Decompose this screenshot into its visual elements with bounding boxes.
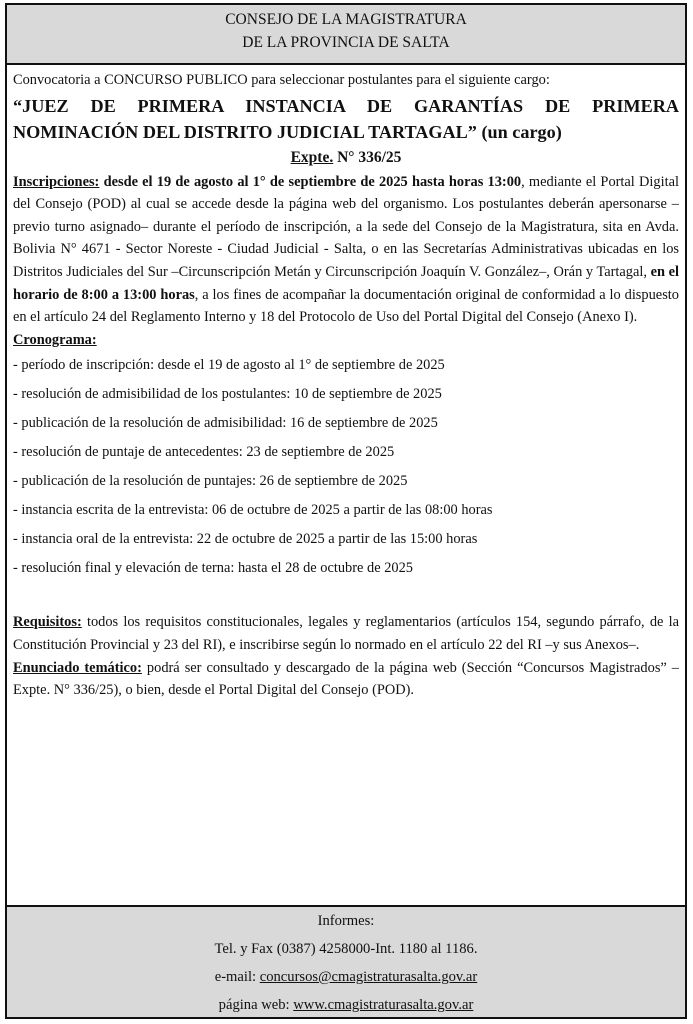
enunciado-text: podrá ser consultado y descargado de la página web (Sección “Concursos Magistrados” – Expte. N° 336/25), o bien, desde el Portal Digital del Consejo (POD). <box>13 659 680 699</box>
notice-frame <box>5 3 687 1019</box>
inscripciones-text-1: , mediante el Portal Digital del Consejo (POD) al cual se accede desde la página web del organismo. Los postulantes deberán apersonarse –previo turno asignado– durante el período de inscripción, a la sede del Consejo de la Magistratura, sita en Avda. Bolivia N° 4671 - Sector Noreste - Ciudad Judicial - Salta, o en las Secretarías Administrativas ubicadas en los Distritos Judiciales del Sur –Circunscripción Metán y Circunscripción Joaquín V. González–, Orán y Tartagal, <box>13 173 679 280</box>
schedule-item: - período de inscripción: desde el 19 de agosto al 1° de septiembre de 2025 <box>13 357 445 374</box>
notice-body <box>7 65 685 702</box>
notice-header <box>7 5 685 65</box>
cronograma-section <box>13 329 679 584</box>
enunciado-paragraph <box>13 657 679 702</box>
footer-title: Informes: <box>317 913 375 929</box>
expte-label: Expte. <box>290 148 334 166</box>
expte-value: N° 336/25 <box>337 148 402 166</box>
schedule-item: - instancia oral de la entrevista: 22 de octubre de 2025 a partir de las 15:00 horas <box>13 531 478 548</box>
footer-email-label: e-mail: <box>214 969 257 985</box>
header-line-2: DE LA PROVINCIA DE SALTA <box>242 34 450 51</box>
inscripciones-text-2: , a los fines de acompañar la documentación original de conformidad a lo dispuesto en el artículo 24 del Reglamento Interno y 18 del Protocolo de Uso del Portal Digital del Consejo (Anexo I). <box>13 286 679 326</box>
expte-number <box>13 146 679 170</box>
header-line-1: CONSEJO DE LA MAGISTRATURA <box>225 11 467 28</box>
requisitos-label: Requisitos: <box>13 614 82 631</box>
footer-web-line <box>7 991 685 1019</box>
inscripciones-label: Inscripciones: <box>13 173 100 190</box>
footer-web-label: página web: <box>218 997 290 1013</box>
requisitos-text: todos los requisitos constitucionales, legales y reglamentarios (artículos 154, segundo párrafo, de la Constitución Provincial y 23 del RI), e inscribirse según lo normado en el artículo 22 del RI –y sus Anexos–. <box>13 614 679 653</box>
footer-phone: Tel. y Fax (0387) 4258000-Int. 1180 al 1186. <box>214 941 478 957</box>
schedule-item: - resolución de puntaje de antecedentes: 23 de septiembre de 2025 <box>13 444 395 461</box>
spacer <box>13 583 679 611</box>
email-link[interactable]: concursos@cmagistraturasalta.gov.ar <box>259 969 478 985</box>
schedule-item: - publicación de la resolución de admisibilidad: 16 de septiembre de 2025 <box>13 415 438 432</box>
intro-text: Convocatoria a CONCURSO PUBLICO para seleccionar postulantes para el siguiente cargo: <box>13 72 550 88</box>
notice-footer <box>7 905 685 1017</box>
cronograma-list <box>13 351 679 583</box>
schedule-item: - resolución final y elevación de terna: hasta el 28 de octubre de 2025 <box>13 560 413 577</box>
schedule-item: - resolución de admisibilidad de los postulantes: 10 de septiembre de 2025 <box>13 386 442 403</box>
requisitos-paragraph <box>13 611 679 656</box>
schedule-item: - instancia escrita de la entrevista: 06 de octubre de 2025 a partir de las 08:00 horas <box>13 502 493 519</box>
position-title-text: “JUEZ DE PRIMERA INSTANCIA DE GARANTÍAS DE PRIMERA NOMINACIÓN DEL DISTRITO JUDICIAL TARTAGAL” <box>13 95 679 142</box>
cronograma-label: Cronograma: <box>13 331 97 348</box>
enunciado-label: Enunciado temático: <box>13 659 142 676</box>
position-count: (un cargo) <box>481 121 562 142</box>
schedule-item: - publicación de la resolución de puntajes: 26 de septiembre de 2025 <box>13 473 408 490</box>
inscripciones-paragraph <box>13 171 679 329</box>
inscripciones-hours: en el horario de 8:00 a 13:00 horas <box>13 263 679 303</box>
footer-email-line <box>7 963 685 991</box>
inscripciones-dates: desde el 19 de agosto al 1° de septiembre de 2025 hasta horas 13:00 <box>103 173 522 190</box>
web-link[interactable]: www.cmagistraturasalta.gov.ar <box>293 997 474 1013</box>
position-title <box>13 93 679 145</box>
